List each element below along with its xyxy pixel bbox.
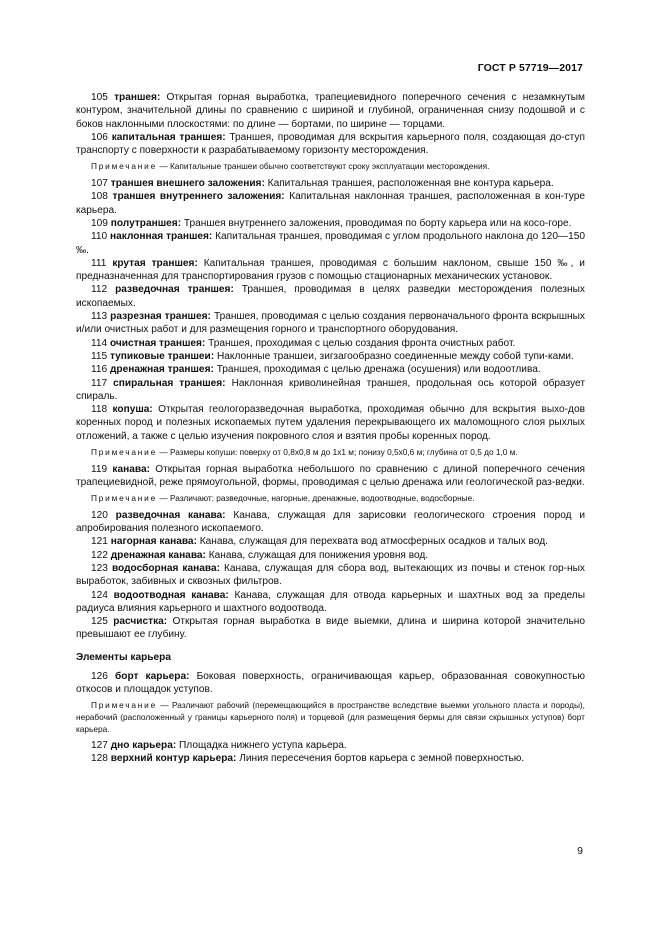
document-header: ГОСТ Р 57719—2017 xyxy=(477,62,583,74)
term-128: 128 верхний контур карьера: Линия пересечения бортов карьера с земной поверхностью. xyxy=(91,753,525,765)
term-118: 118 копуша: Открытая геологоразведочная выработка, проходимая обычно для вскрытия выхо-дов коренных пород и полезных ископаемых путем удаления перекрывающего их маломощного слоя рыхлых отложений, а также с целью изучения покровного слоя и взятия пробы коренных пород. xyxy=(76,404,585,442)
term-105: 105 траншея: Открытая горная выработка, трапециевидного поперечного сечения с незамкнутым контуром, значительной длины по сравнению с шириной и глубиной, ограниченная снизу подошвой и с боков наклонными плоскостями: по длине — бортами, по ширине — торцами. xyxy=(76,92,585,130)
note-1: Примечание — Капитальные траншеи обычно соответствуют сроку эксплуатации месторождения. xyxy=(91,161,490,172)
term-127: 127 дно карьера: Площадка нижнего уступа карьера. xyxy=(91,740,347,752)
page-number: 9 xyxy=(577,845,583,857)
term-115: 115 тупиковые траншеи: Наклонные траншеи, зигзагообразно соединенные между собой тупи-ками. xyxy=(91,350,574,362)
term-117: 117 спиральная траншея: Наклонная криволинейная траншея, продольная ось которой образует спираль. xyxy=(76,377,585,402)
term-106: 106 капитальная траншея: Траншея, проводимая для вскрытия карьерного поля, создающая до-ступ транспорту с поверхности к разрабатываемому горизонту месторождения. xyxy=(76,131,585,157)
note-2: Примечание — Размеры копуши: поверху от 0,8х0,8 м до 1х1 м; понизу 0,5х0,6 м; глубина от 0,5 до 1,0 м. xyxy=(91,447,518,458)
term-114: 114 очистная траншея: Траншея, проходимая с целью создания фронта очистных работ. xyxy=(91,337,516,349)
term-116: 116 дренажная траншея: Траншея, проходимая с целью дренажа (осушения) или водоотлива. xyxy=(91,364,541,376)
term-123: 123 водосборная канава: Канава, служащая для сбора вод, вытекающих из почвы и стенок гор-ных выработок, забивных и сквозных фильтров. xyxy=(76,562,585,588)
term-113: 113 разрезная траншея: Траншея, проводимая с целью создания первоначального фронта вскрышных и/или очистных работ и для размещения горного и транспортного оборудования. xyxy=(76,311,585,336)
term-124: 124 водоотводная канава: Канава, служащая для отвода карьерных и шахтных вод за пределы радиуса влияния карьерного и шахтного водоотвода. xyxy=(76,589,585,614)
term-110: 110 наклонная траншея: Капитальная траншея, проводимая с углом продольного наклона до 120—150 ‰. xyxy=(76,231,585,256)
term-122: 122 дренажная канава: Канава, служащая для понижения уровня вод. xyxy=(91,549,429,561)
term-126: 126 борт карьера: Боковая поверхность, ограничивающая карьер, образованная совокупностью откосов и площадок уступов. xyxy=(76,670,585,696)
note-3: Примечание — Различают: разведочные, нагорные, дренажные, водоотводные, водосборные. xyxy=(91,493,475,504)
term-119: 119 канава: Открытая горная выработка небольшого по сравнению с длиной поперечного сечения трапециевидной, реже прямоугольной, формы, проводимая с целью дренажа или геологической раз-ведки. xyxy=(76,463,585,488)
term-111: 111 крутая траншея: Капитальная траншея, проводимая с большим наклоном, свыше 150 ‰, и предназначенная для транспортирования грузов с помощью стационарных механических установок. xyxy=(76,257,585,283)
section-title: Элементы карьера xyxy=(76,651,171,663)
term-107: 107 траншея внешнего заложения: Капитальная траншея, расположенная вне контура карьера. xyxy=(91,178,554,190)
term-108: 108 траншея внутреннего заложения: Капитальная наклонная траншея, расположенная в кон-туре карьера. xyxy=(76,191,585,216)
term-121: 121 нагорная канава: Канава, служащая для перехвата вод атмосферных осадков и талых вод. xyxy=(91,536,548,548)
term-112: 112 разведочная траншея: Траншея, проводимая в целях разведки месторождения полезных ископаемых. xyxy=(76,284,585,309)
term-120: 120 разведочная канава: Канава, служащая для зарисовки геологического строения пород и апробирования полезного ископаемого. xyxy=(76,509,585,535)
note-4: Примечание — Различают рабочий (перемещающийся в пространстве вследствие выемки угольного пласта и породы), нерабочий (расположенный у границы карьерного поля) и торцевой (для размещения бермы для связи скрышных уступов) борт карьера. xyxy=(76,700,585,734)
term-109: 109 полутраншея: Траншея внутреннего заложения, проводимая по борту карьера или на косо-горе. xyxy=(91,217,572,229)
page-content xyxy=(76,91,585,766)
term-125: 125 расчистка: Открытая горная выработка в виде выемки, длина и ширина которой значительно превышают ее глубину. xyxy=(76,616,585,641)
